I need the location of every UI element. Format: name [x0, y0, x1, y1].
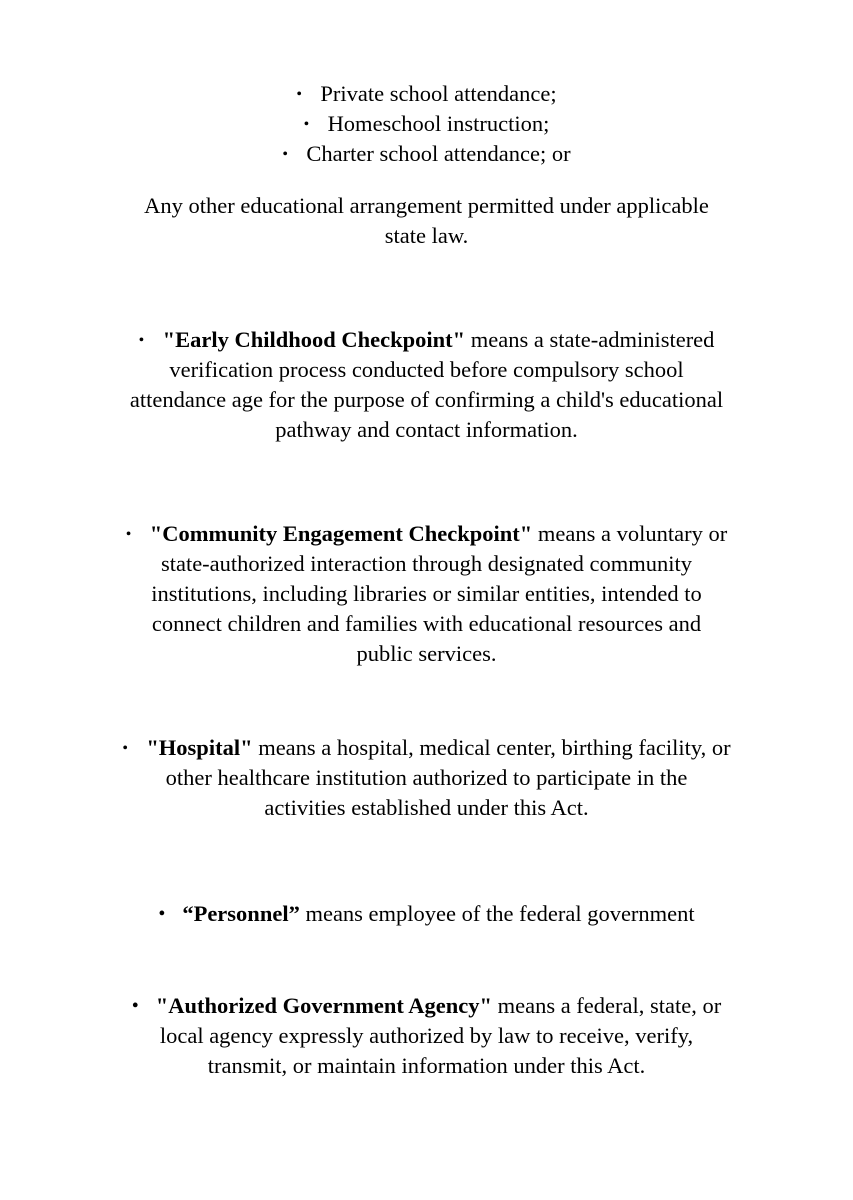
definition-line: public services.: [356, 641, 497, 666]
definition-line: pathway and contact information.: [275, 417, 578, 442]
definition-line: local agency expressly authorized by law to receive, verify,: [159, 1023, 694, 1048]
bullet-icon: •: [125, 526, 132, 543]
definition-text: means employee of the federal government: [299, 901, 695, 926]
definition-term: "Authorized Government Agency": [155, 993, 492, 1018]
definition-term: "Community Engagement Checkpoint": [149, 521, 533, 546]
definition-text: means a voluntary or: [532, 521, 728, 546]
bullet-icon: •: [158, 903, 166, 925]
definition-hospital: [0, 733, 853, 764]
bullet-icon: •: [122, 740, 128, 757]
definition-line: other healthcare institution authorized to participate in the: [165, 765, 688, 790]
definition-text: means a hospital, medical center, birthing facility, or: [252, 735, 731, 760]
list-item-text: Homeschool instruction;: [327, 111, 550, 136]
definition-line: verification process conducted before compulsory school: [169, 357, 684, 382]
definition-line: transmit, or maintain information under this Act.: [207, 1053, 646, 1078]
paragraph-line: state law.: [384, 223, 469, 248]
definition-line: institutions, including libraries or similar entities, intended to: [151, 581, 702, 606]
bullet-icon: •: [282, 146, 288, 163]
definition-term: "Early Childhood Checkpoint": [162, 327, 466, 352]
bullet-icon: •: [131, 995, 139, 1017]
list-item-private-school: [0, 79, 853, 110]
definition-term: “Personnel”: [182, 901, 300, 926]
definition-text: means a state-administered: [465, 327, 715, 352]
bullet-icon: •: [296, 86, 303, 103]
paragraph-line: Any other educational arrangement permitted under applicable: [144, 193, 709, 218]
list-item-text: Private school attendance;: [320, 81, 557, 106]
bullet-icon: •: [138, 332, 145, 349]
definition-text: means a federal, state, or: [491, 993, 722, 1018]
list-item-text: Charter school attendance; or: [306, 141, 571, 166]
list-item-charter-school: [0, 139, 853, 170]
definition-line: activities established under this Act.: [264, 795, 589, 820]
definition-line: attendance age for the purpose of confirming a child's educational: [129, 387, 724, 412]
definition-early-childhood: [0, 325, 853, 356]
list-item-homeschool: [0, 109, 853, 140]
definition-term: "Hospital": [146, 735, 253, 760]
definition-line: connect children and families with educational resources and: [151, 611, 702, 636]
definition-line: state-authorized interaction through designated community: [160, 551, 693, 576]
definition-personnel: [0, 899, 853, 929]
definition-authorized-agency: [0, 991, 853, 1021]
definition-community-engagement: [0, 519, 853, 550]
bullet-icon: •: [303, 116, 310, 133]
